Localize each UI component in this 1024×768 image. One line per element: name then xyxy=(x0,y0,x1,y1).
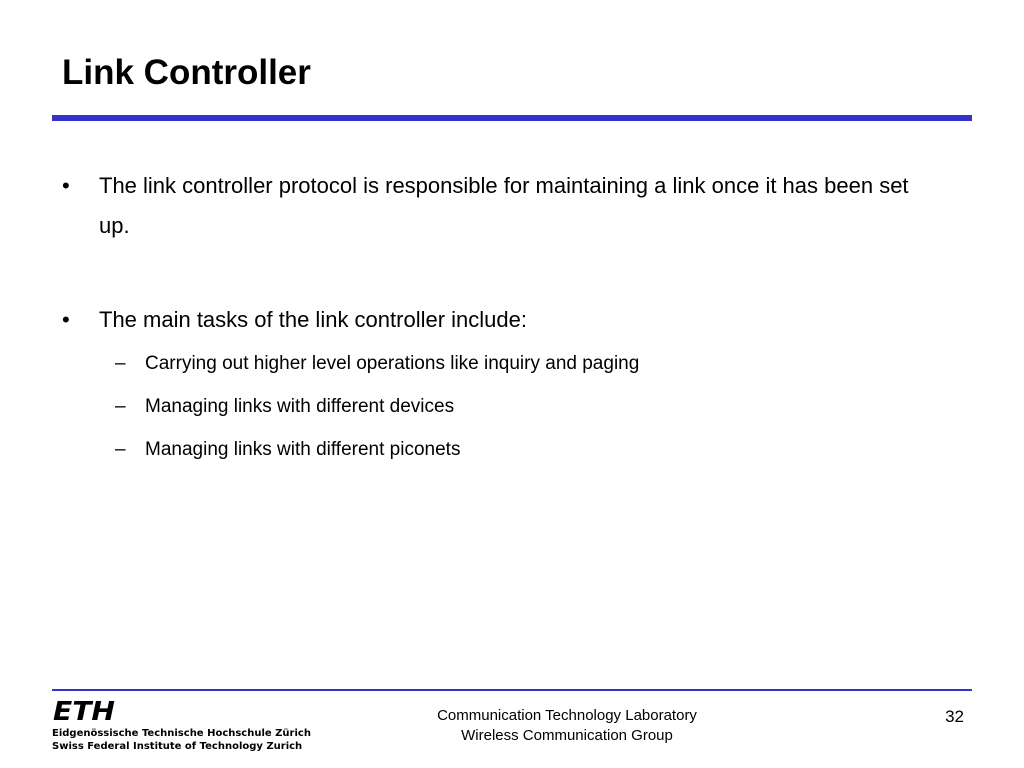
footer-divider xyxy=(52,689,972,691)
title-divider xyxy=(52,115,972,121)
sub-bullet-item xyxy=(115,394,915,420)
bullet-marker: • xyxy=(62,173,70,198)
page-number: 32 xyxy=(945,707,964,726)
sub-bullet-text: Managing links with different devices xyxy=(145,396,455,417)
bullet-item xyxy=(62,300,942,340)
bullet-item xyxy=(62,166,942,246)
sub-bullet-item xyxy=(115,437,915,463)
sub-bullet-item xyxy=(115,351,915,377)
sub-bullet-text: Managing links with different piconets xyxy=(145,439,461,460)
eth-logo-line-german: Eidgenössische Technische Hochschule Zürich xyxy=(52,728,311,739)
bullet-text: The main tasks of the link controller include: xyxy=(99,307,527,332)
title-divider-bar xyxy=(52,115,972,121)
footer-group: Wireless Communication Group xyxy=(461,727,673,744)
eth-logo-line-english: Swiss Federal Institute of Technology Zurich xyxy=(52,741,303,752)
eth-logo-icon xyxy=(52,698,116,722)
sub-bullet-marker: – xyxy=(115,396,126,417)
svg-text:ETH: ETH xyxy=(53,698,116,722)
sub-bullet-marker: – xyxy=(115,353,126,374)
bullet-text: The link controller protocol is responsible for maintaining a link once it has been set up. xyxy=(99,173,909,238)
sub-bullet-marker: – xyxy=(115,439,126,460)
eth-logo xyxy=(52,698,311,758)
sub-bullet-text: Carrying out higher level operations like inquiry and paging xyxy=(145,353,640,374)
footer-lab: Communication Technology Laboratory xyxy=(437,707,697,724)
footer-divider-bar xyxy=(52,689,972,691)
footer-affiliation xyxy=(367,706,767,746)
bullet-marker: • xyxy=(62,307,70,332)
slide-title: Link Controller xyxy=(62,53,311,92)
